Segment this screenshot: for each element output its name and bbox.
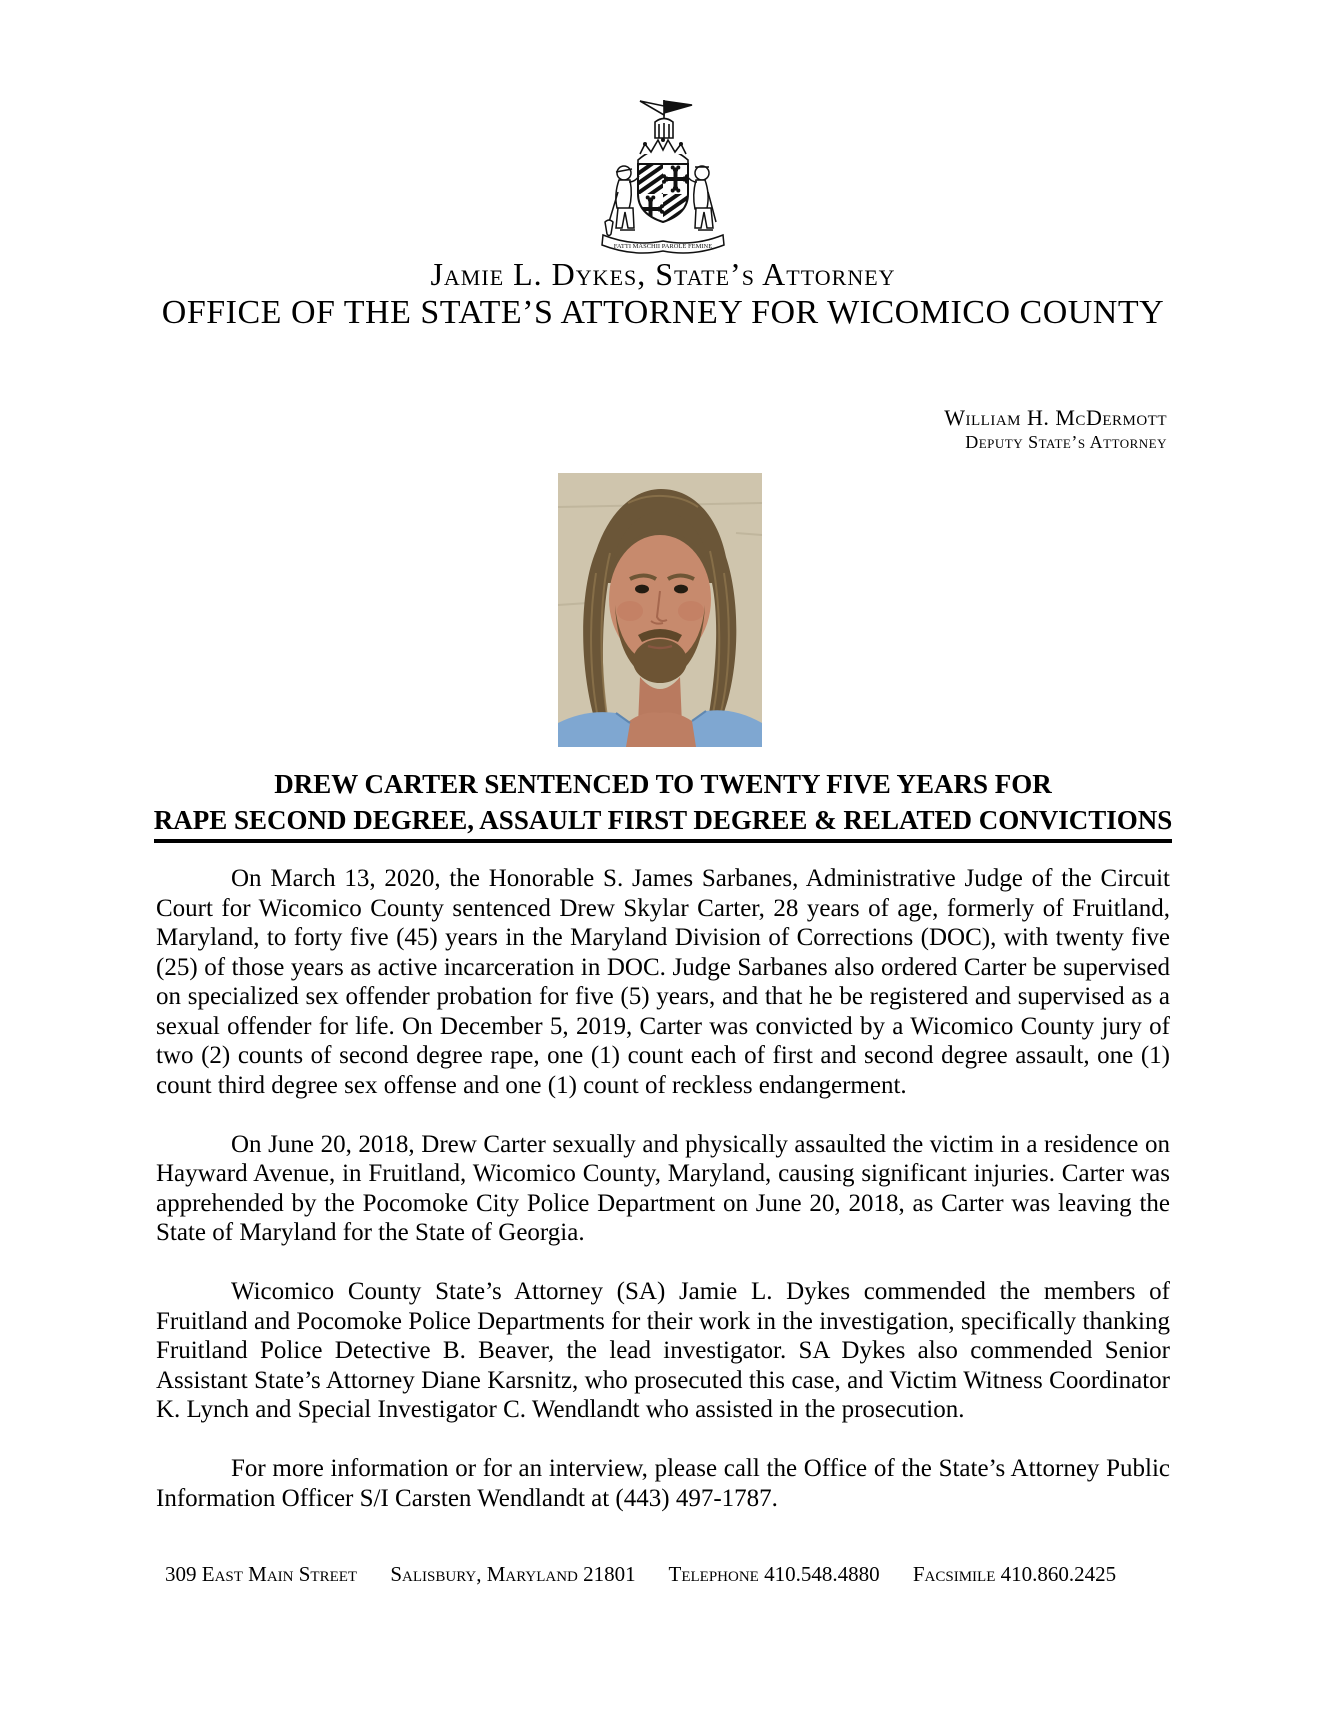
office-name-heading: OFFICE OF THE STATE’S ATTORNEY FOR WICOMICO COUNTY bbox=[161, 294, 1165, 331]
footer-telephone: Telephone 410.548.4880 bbox=[668, 1562, 880, 1586]
paragraph-1: On March 13, 2020, the Honorable S. James Sarbanes, Administrative Judge of the Circuit Court for Wicomico County sentenced Drew Skylar Carter, 28 years of age, formerly of Fruitland, Maryland, to forty five (45) years in the Maryland Division of Corrections (DOC), with twenty five (25) of those years as active incarceration in DOC. Judge Sarbanes also ordered Carter be supervised on specialized sex offender probation for five (5) years, and that he be registered and supervised as a sexual offender for life. On December 5, 2019, Carter was convicted by a Wicomico County jury of two (2) counts of second degree rape, one (1) count each of first and second degree assault, one (1) count third degree sex offense and one (1) count of reckless endangerment. bbox=[156, 865, 1170, 1099]
deputy-block bbox=[944, 405, 1167, 453]
press-release-body bbox=[156, 864, 1170, 1543]
paragraph-4: For more information or for an interview, please call the Office of the State’s Attorney Public Information Officer S/I Carsten Wendlandt at (443) 497-1787. bbox=[156, 1455, 1170, 1512]
paragraph-3: Wicomico County State’s Attorney (SA) Jamie L. Dykes commended the members of Fruitland and Pocomoke Police Departments for their work in the investigation, specifically thanking Fruitland Police Detective B. Beaver, the lead investigator. SA Dykes also commended Senior Assistant State’s Attorney Diane Karsnitz, who prosecuted this case, and Victim Witness Coordinator K. Lynch and Special Investigator C. Wendlandt who assisted in the prosecution. bbox=[156, 1278, 1170, 1423]
paragraph-2: On June 20, 2018, Drew Carter sexually and physically assaulted the victim in a residence on Hayward Avenue, in Fruitland, Wicomico County, Maryland, causing significant injuries. Carter was apprehended by the Pocomoke City Police Department on June 20, 2018, as Carter was leaving the State of Maryland for the State of Georgia. bbox=[156, 1130, 1170, 1246]
seal-motto: FATTI MASCHII PAROLE FEMINE bbox=[613, 243, 713, 250]
footer-address: 309 East Main Street bbox=[165, 1562, 358, 1586]
attorney-name-heading: Jamie L. Dykes, State’s Attorney bbox=[430, 256, 896, 292]
headline-line2: RAPE SECOND DEGREE, ASSAULT FIRST DEGREE & RELATED CONVICTIONS bbox=[154, 802, 1173, 843]
deputy-name: William H. McDermott bbox=[944, 405, 1167, 430]
footer-city: Salisbury, Maryland 21801 bbox=[390, 1562, 636, 1586]
maryland-seal-icon bbox=[578, 96, 748, 256]
footer-contact-line bbox=[165, 1562, 1176, 1587]
deputy-title: Deputy State’s Attorney bbox=[965, 432, 1167, 452]
mugshot-photo bbox=[558, 473, 762, 747]
headline-line1: DREW CARTER SENTENCED TO TWENTY FIVE YEARS FOR bbox=[274, 769, 1052, 799]
footer-facsimile: Facsimile 410.860.2425 bbox=[912, 1562, 1117, 1586]
headline bbox=[0, 766, 1326, 843]
